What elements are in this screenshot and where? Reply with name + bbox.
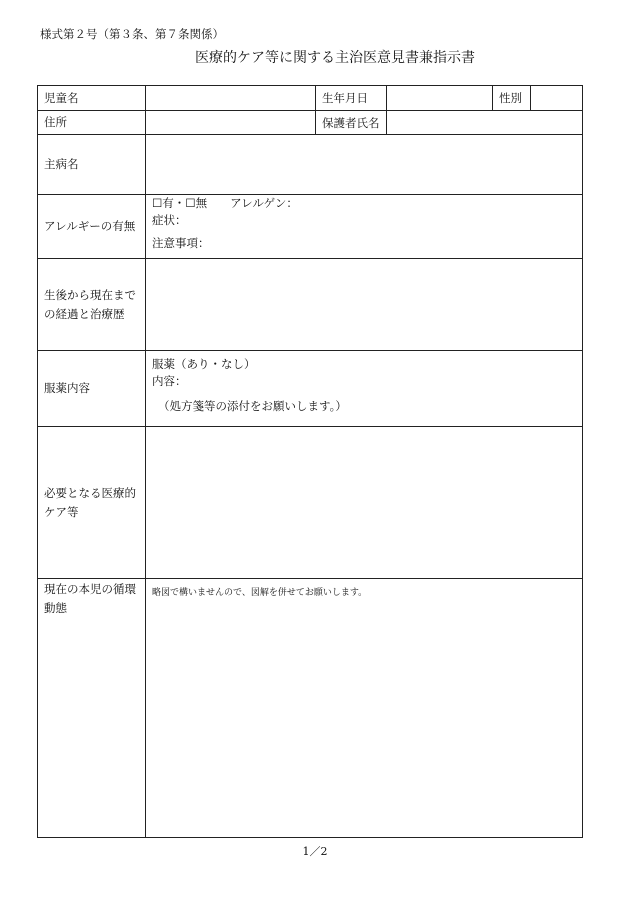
row-medical-care <box>38 427 583 579</box>
circulation-field[interactable] <box>146 579 583 838</box>
medication-content: 内容： <box>152 374 187 388</box>
main-disease-field[interactable] <box>146 135 583 195</box>
row-child-name <box>38 86 583 111</box>
row-main-disease <box>38 135 583 195</box>
form-number: 様式第２号（第３条、第７条関係） <box>40 27 224 41</box>
allergy-field[interactable] <box>146 195 583 259</box>
gender-label: 性別 <box>493 86 531 111</box>
row-allergy <box>38 195 583 259</box>
circulation-note: 略図で構いませんので、図解を併せてお願いします。 <box>152 588 368 598</box>
allergy-presence: ☐有・☐無 アレルゲン： <box>152 196 298 210</box>
circulation-label: 現在の本児の循環動態 <box>38 579 146 838</box>
history-label: 生後から現在までの経過と治療歴 <box>38 259 146 351</box>
row-medication <box>38 351 583 427</box>
gender-field[interactable] <box>531 86 583 111</box>
guardian-field[interactable] <box>387 111 583 135</box>
history-field[interactable] <box>146 259 583 351</box>
allergy-caution: 注意事項： <box>152 236 210 250</box>
medication-label: 服薬内容 <box>38 351 146 427</box>
address-label: 住所 <box>38 111 146 135</box>
medication-line: 服薬（あり・なし） <box>152 357 256 371</box>
guardian-label: 保護者氏名 <box>316 111 387 135</box>
address-field[interactable] <box>146 111 316 135</box>
page-number: 1／2 <box>302 845 328 858</box>
main-disease-label: 主病名 <box>38 135 146 195</box>
birthdate-field[interactable] <box>387 86 493 111</box>
birthdate-label: 生年月日 <box>316 86 387 111</box>
medication-field[interactable] <box>146 351 583 427</box>
row-history <box>38 259 583 351</box>
allergy-symptom: 症状： <box>152 213 187 227</box>
document-title: 医療的ケア等に関する主治医意見書兼指示書 <box>195 50 475 66</box>
medical-care-field[interactable] <box>146 427 583 579</box>
allergy-label: アレルギーの有無 <box>38 195 146 259</box>
medical-care-label: 必要となる医療的ケア等 <box>38 427 146 579</box>
medication-note: （処方箋等の添付をお願いします。） <box>158 399 347 413</box>
child-name-field[interactable] <box>146 86 316 111</box>
row-address <box>38 111 583 135</box>
child-name-label: 児童名 <box>38 86 146 111</box>
row-circulation <box>38 579 583 838</box>
opinion-form-table <box>37 85 583 838</box>
